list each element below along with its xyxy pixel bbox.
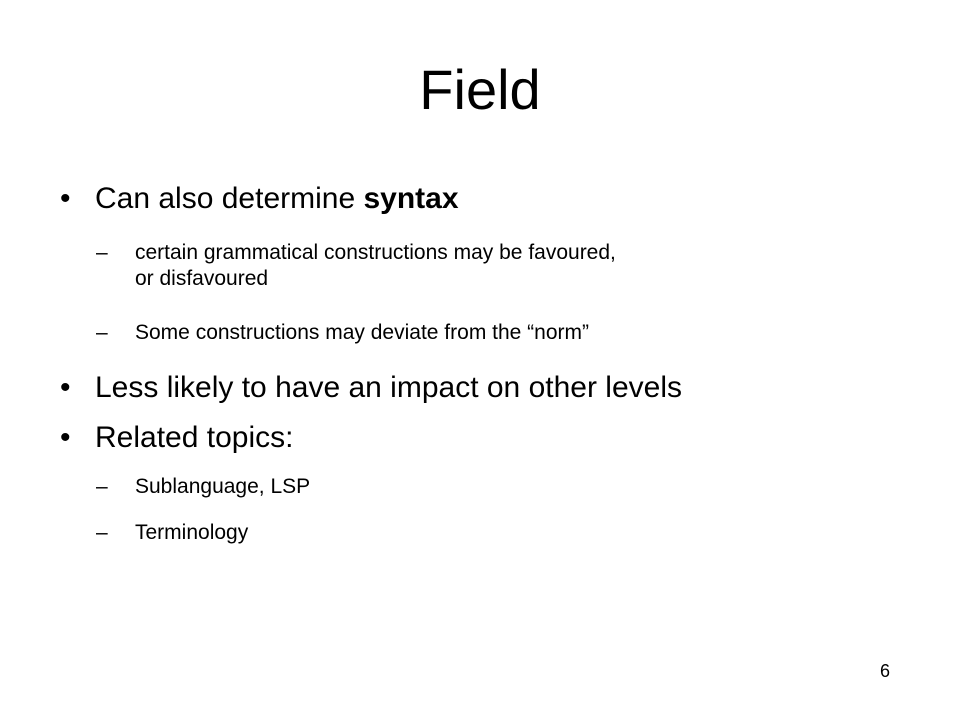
bullet-bold-text: syntax — [363, 182, 459, 215]
subbullet-line: or disfavoured — [135, 267, 269, 290]
bullet-item-impact: Less likely to have an impact on other levels — [95, 371, 682, 404]
bullet-marker: • — [60, 371, 71, 404]
subbullet-line: certain grammatical constructions may be favoured, — [135, 241, 616, 264]
subbullet-line: Some constructions may deviate from the “norm” — [135, 321, 590, 344]
bullet-marker: • — [60, 421, 71, 454]
subbullet-item — [135, 520, 248, 546]
subbullet-item — [135, 474, 310, 500]
subbullet-marker: – — [96, 521, 108, 544]
subbullet-line: Sublanguage, LSP — [135, 475, 311, 498]
bullet-item-syntax — [95, 181, 459, 217]
bullet-text: Can also determine — [95, 182, 364, 215]
subbullet-marker: – — [96, 241, 108, 264]
subbullet-item — [135, 240, 616, 292]
bullet-marker: • — [60, 182, 71, 215]
subbullet-marker: – — [96, 475, 108, 498]
subbullet-item — [135, 320, 589, 346]
subbullet-marker: – — [96, 321, 108, 344]
bullet-item-related-topics: Related topics: — [95, 421, 294, 454]
slide-title: Field — [419, 58, 541, 121]
page-number: 6 — [880, 661, 891, 681]
subbullet-line: Terminology — [135, 521, 249, 544]
